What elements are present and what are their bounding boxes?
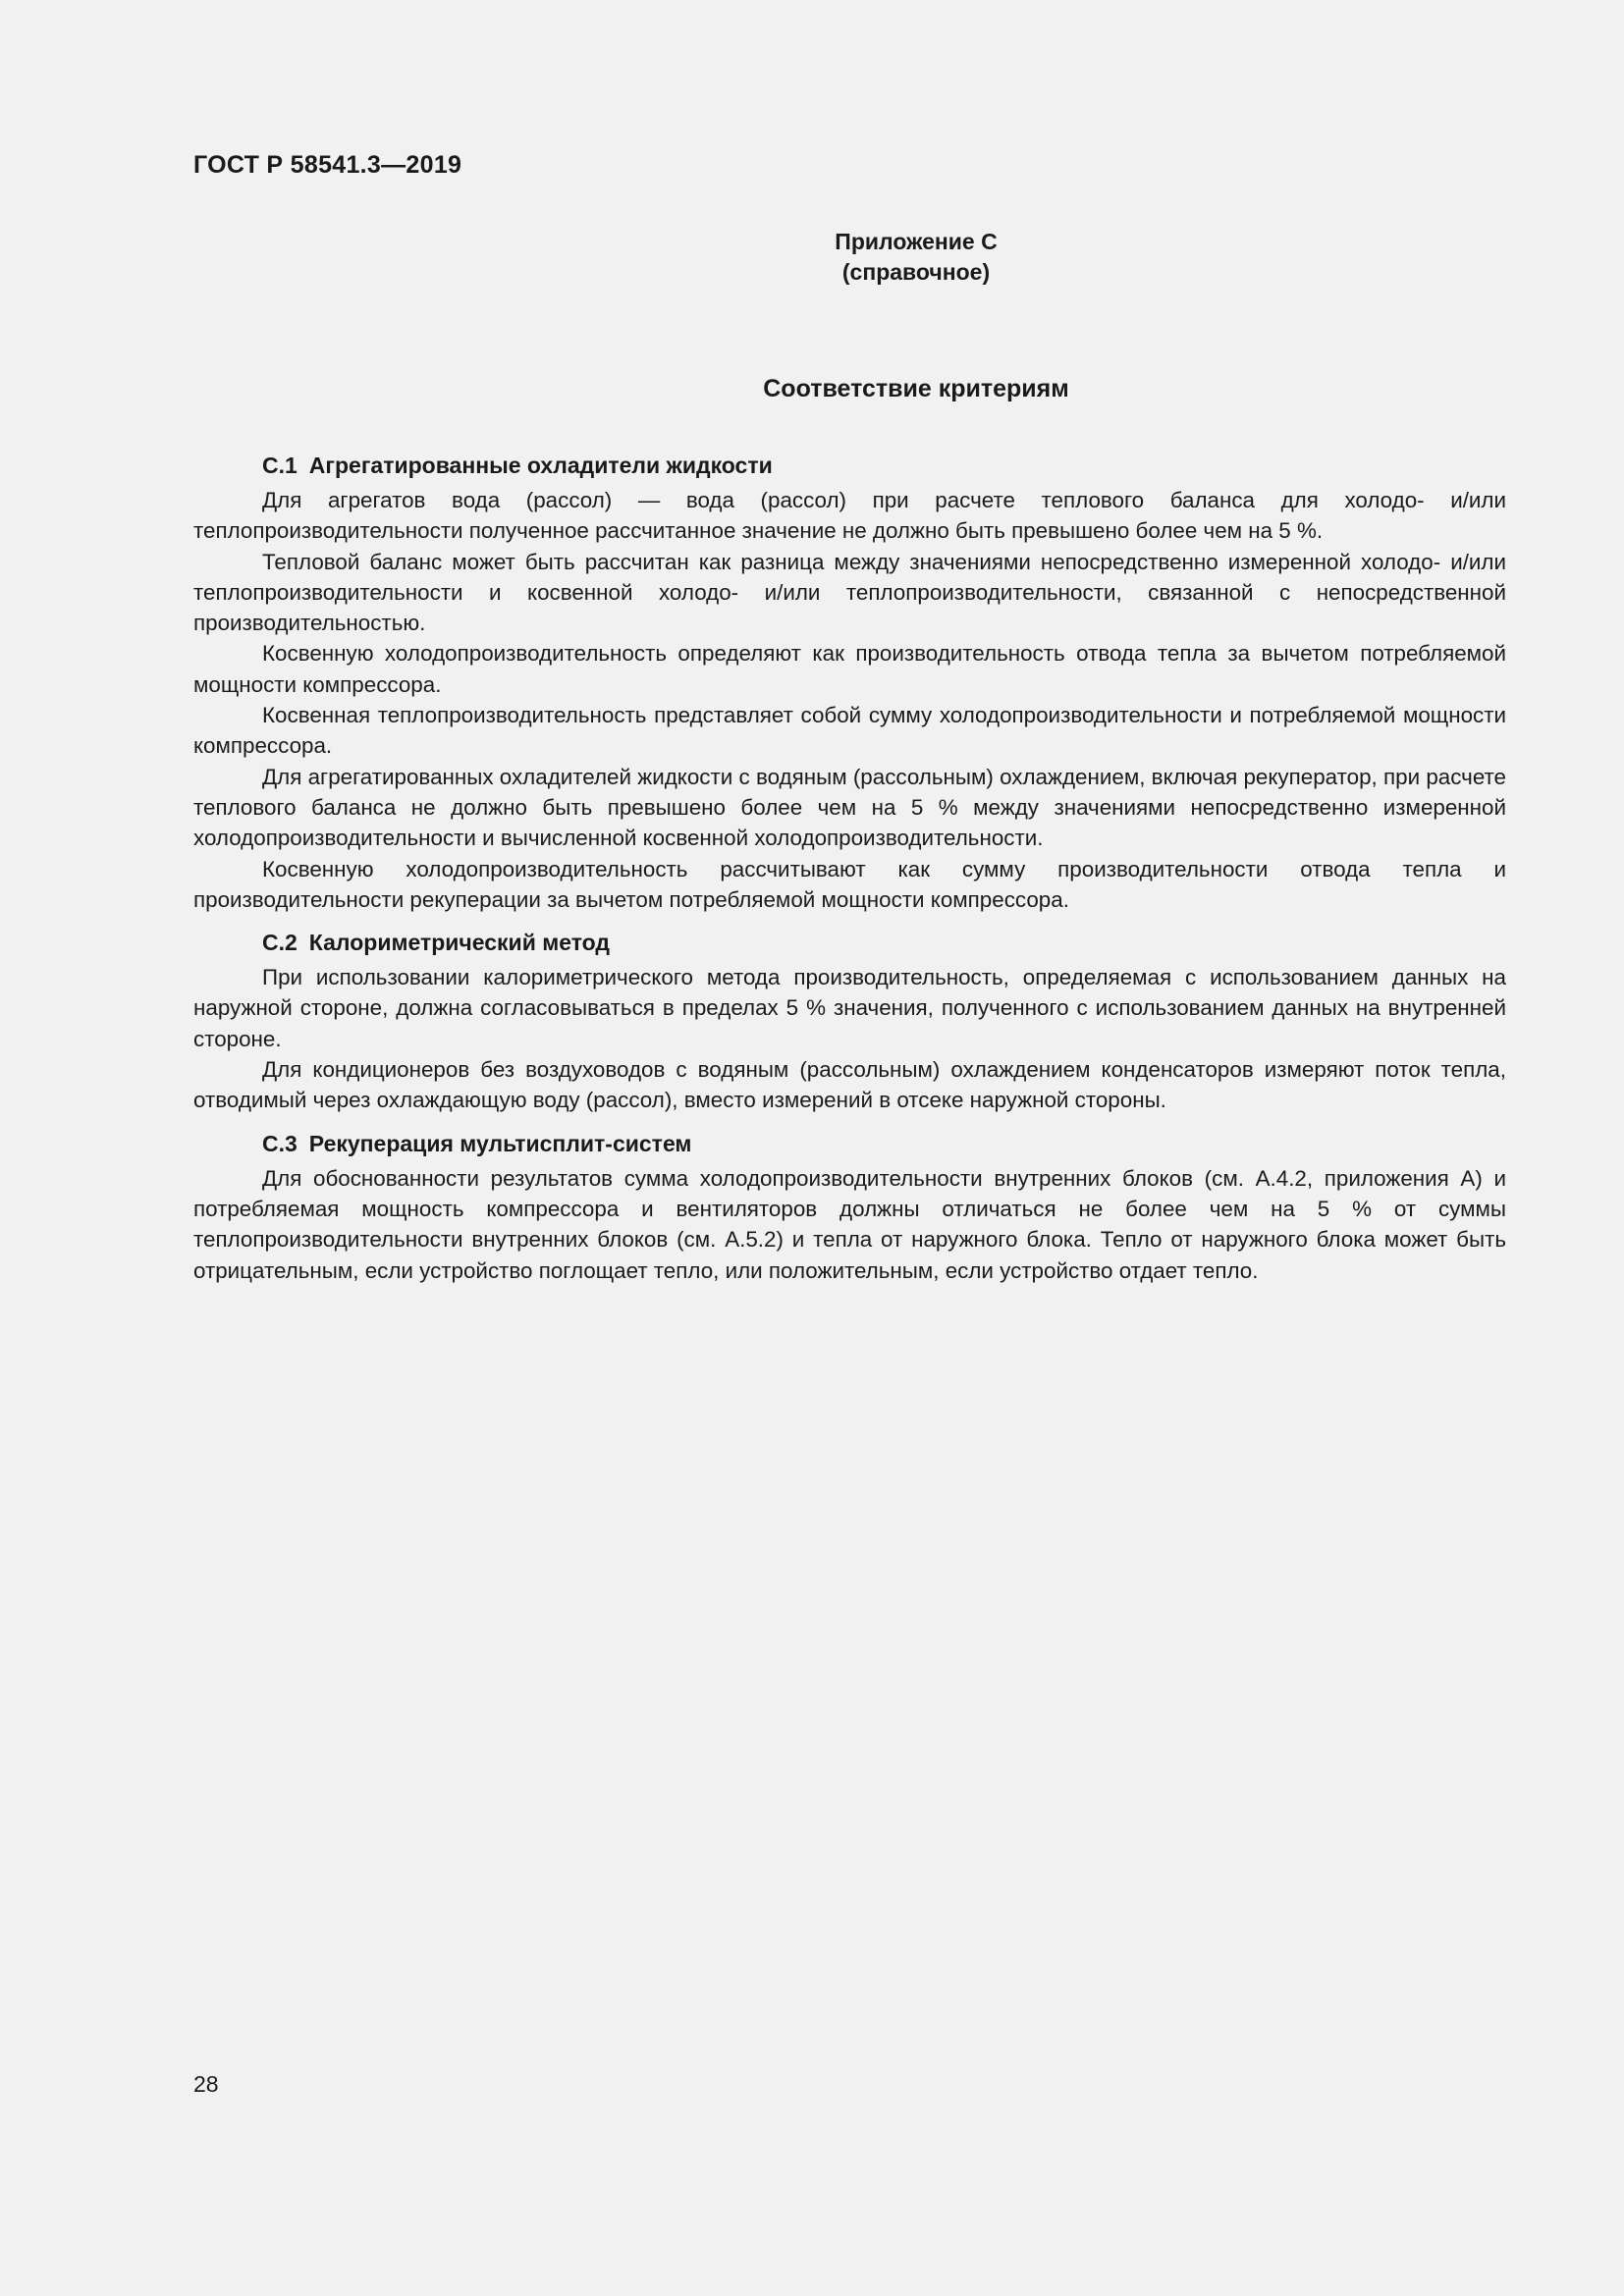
appendix-title: Приложение С <box>835 229 998 254</box>
paragraph: Тепловой баланс может быть рассчитан как разница между значениями непосредственно измеренной холодо- и/или теплопроизводительности и косвенной холодо- и/или теплопроизводительности, связанной с непосредственной производительностью. <box>193 549 1506 636</box>
section-heading <box>193 927 1506 958</box>
section-title: Рекуперация мультисплит-систем <box>308 1130 692 1156</box>
section-c1 <box>193 450 1506 915</box>
paragraph: Для агрегатированных охладителей жидкости с водяным (рассольным) охлаждением, включая рекуператор, при расчете теплового баланса не должно быть превышено более чем на 5 % между значениями непосредственно измеренной холодопроизводительности и вычисленной косвенной холодопроизводительности. <box>193 764 1506 851</box>
paragraph: Для обоснованности результатов сумма холодопроизводительности внутренних блоков (см. А.4.2, приложения А) и потребляемая мощность компрессора и вентиляторов должны отличаться не более чем на 5 % от суммы теплопроизводительности внутренних блоков (см. А.5.2) и тепла от наружного блока. Тепло от наружного блока может быть отрицательным, если устройство поглощает тепло, или положительным, если устройство отдает тепло. <box>193 1165 1506 1283</box>
page-number: 28 <box>193 2071 219 2097</box>
paragraph: Косвенная теплопроизводительность представляет собой сумму холодопроизводительности и потребляемой мощности компрессора. <box>193 703 1506 759</box>
paragraph: При использовании калориметрического метода производительность, определяемая с использованием данных на наружной стороне, должна согласовываться в пределах 5 % значения, полученного с использованием данных на внутренней стороне. <box>193 965 1506 1051</box>
section-title: Калориметрический метод <box>308 930 611 956</box>
appendix-heading <box>0 227 1624 288</box>
paragraph: Для кондиционеров без воздуховодов с водяным (рассольным) охлаждением конденсаторов измеряют поток тепла, отводимый через охлаждающую воду (рассол), вместо измерений в отсеке наружной стороны. <box>193 1057 1506 1113</box>
section-number: С.3 <box>262 1130 298 1156</box>
paragraph: Для агрегатов вода (рассол) — вода (рассол) при расчете теплового баланса для холодо- и/или теплопроизводительности полученное рассчитанное значение не должно быть превышено более чем на 5 %. <box>193 488 1506 544</box>
document-code-header: ГОСТ Р 58541.3—2019 <box>193 151 462 179</box>
paragraph: Косвенную холодопроизводительность определяют как производительность отвода тепла за вычетом потребляемой мощности компрессора. <box>193 641 1506 697</box>
section-heading <box>193 1128 1506 1159</box>
section-heading <box>193 450 1506 481</box>
paragraph: Косвенную холодопроизводительность рассчитывают как сумму производительности отвода тепла и производительности рекуперации за вычетом потребляемой мощности компрессора. <box>193 856 1506 912</box>
section-number: С.1 <box>262 453 298 478</box>
document-body <box>193 450 1506 1286</box>
section-title: Агрегатированные охладители жидкости <box>308 453 773 478</box>
section-number: С.2 <box>262 930 298 956</box>
section-c3 <box>193 1128 1506 1286</box>
page-title: Соответствие критериям <box>763 375 1069 402</box>
section-c2 <box>193 927 1506 1115</box>
appendix-subtitle: (справочное) <box>841 259 991 285</box>
